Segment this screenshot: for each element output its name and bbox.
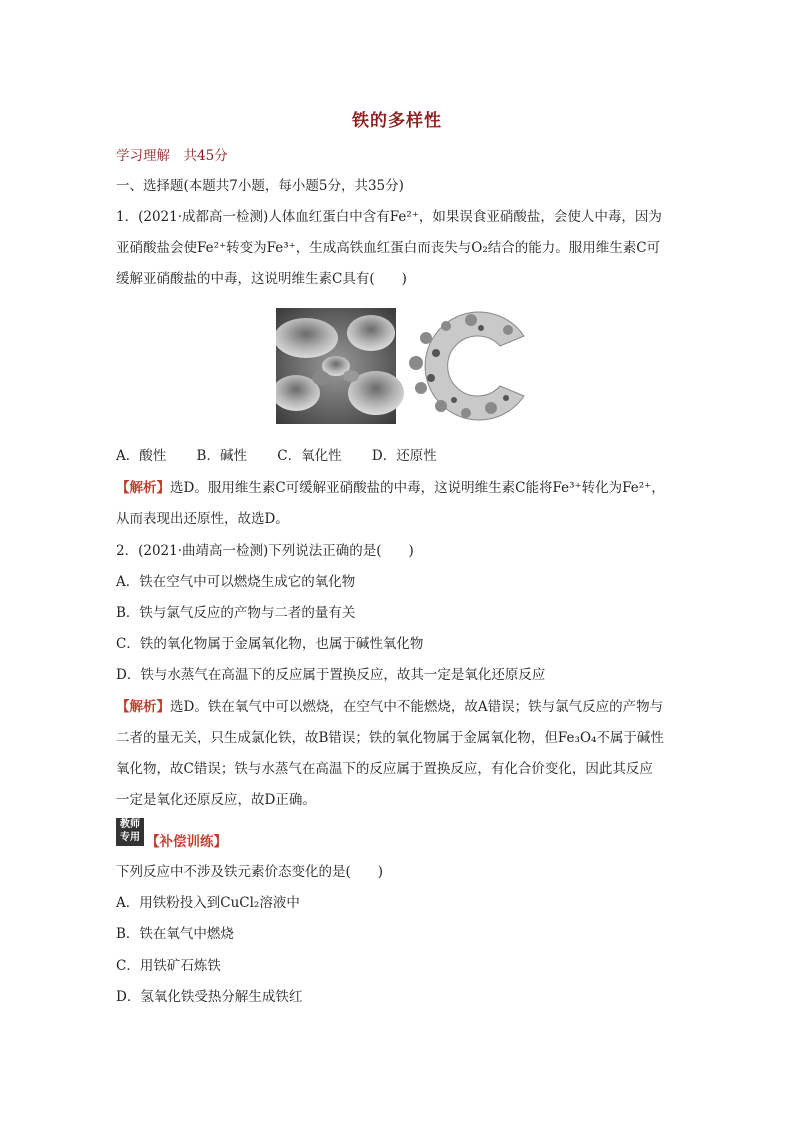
q1-answer-1 bbox=[116, 478, 665, 498]
extra-question: 下列反应中不涉及铁元素价态变化的是( ) bbox=[116, 864, 384, 880]
q2-answer-2: 二者的量无关，只生成氯化铁，故B错误；铁的氧化物属于金属氧化物，但Fe₃O₄不属于碱性 bbox=[116, 730, 664, 746]
extra-option-c: C．用铁矿石炼铁 bbox=[116, 958, 221, 974]
q2-answer-3: 氧化物，故C错误；铁与水蒸气在高温下的反应属于置换反应，有化合价变化，因此其反应 bbox=[116, 761, 653, 777]
option-b: B．碱性 bbox=[196, 448, 247, 464]
q1-answer-text: 选D。服用维生素C可缓解亚硝酸盐的中毒，这说明维生素C能将Fe³⁺转化为Fe²⁺， bbox=[170, 480, 665, 496]
supplementary-tag bbox=[146, 832, 227, 852]
section-heading: 学习理解 共45分 bbox=[116, 148, 228, 164]
q2-option-d: D．铁与水蒸气在高温下的反应属于置换反应，故其一定是氧化还原反应 bbox=[116, 667, 546, 683]
q2-line-1: 2．(2021·曲靖高一检测)下列说法正确的是( ) bbox=[116, 543, 414, 559]
extra-option-b: B．铁在氧气中燃烧 bbox=[116, 926, 234, 942]
q2-answer-4: 一定是氧化还原反应，故D正确。 bbox=[116, 792, 316, 808]
q1-line-1: 1．(2021·成都高一检测)人体血红蛋白中含有Fe²⁺，如果误食亚硝酸盐，会使人中毒，因为 bbox=[116, 209, 662, 225]
q1-line-3: 缓解亚硝酸盐的中毒，这说明维生素C具有( ) bbox=[116, 271, 407, 287]
q1-options bbox=[116, 446, 463, 466]
q2-answer-text: 选D。铁在氧气中可以燃烧，在空气中不能燃烧，故A错误；铁与氯气反应的产物与 bbox=[170, 699, 664, 715]
option-c: C．氧化性 bbox=[277, 448, 342, 464]
option-d: D．还原性 bbox=[371, 448, 437, 464]
analysis-tag: 【解析】 bbox=[116, 480, 170, 496]
q2-option-c: C．铁的氧化物属于金属氧化物，也属于碱性氧化物 bbox=[116, 636, 424, 652]
q2-option-a: A．铁在空气中可以燃烧生成它的氧化物 bbox=[116, 574, 356, 590]
blood-cells-vitamin-c-image bbox=[276, 308, 526, 424]
q1-line-2: 亚硝酸盐会使Fe²⁺转变为Fe³⁺，生成高铁血红蛋白而丧失与O₂结合的能力。服用维生素C可 bbox=[116, 240, 661, 256]
extra-option-a: A．用铁粉投入到CuCl₂溶液中 bbox=[116, 895, 300, 911]
q2-option-b: B．铁与氯气反应的产物与二者的量有关 bbox=[116, 605, 356, 621]
part-heading: 一、选择题(本题共7小题，每小题5分，共35分) bbox=[116, 178, 404, 194]
badge-top: 教师 bbox=[120, 819, 140, 830]
extra-option-d: D．氢氧化铁受热分解生成铁红 bbox=[116, 989, 303, 1005]
analysis-tag: 【解析】 bbox=[116, 699, 170, 715]
teacher-only-badge bbox=[116, 818, 144, 846]
option-a: A．酸性 bbox=[116, 448, 167, 464]
badge-bottom: 专用 bbox=[120, 832, 140, 843]
supplementary-label: 【补偿训练】 bbox=[146, 834, 227, 850]
q2-answer-1 bbox=[116, 697, 663, 717]
q1-answer-2: 从而表现出还原性，故选D。 bbox=[116, 511, 289, 527]
page-title: 铁的多样性 bbox=[352, 111, 442, 131]
